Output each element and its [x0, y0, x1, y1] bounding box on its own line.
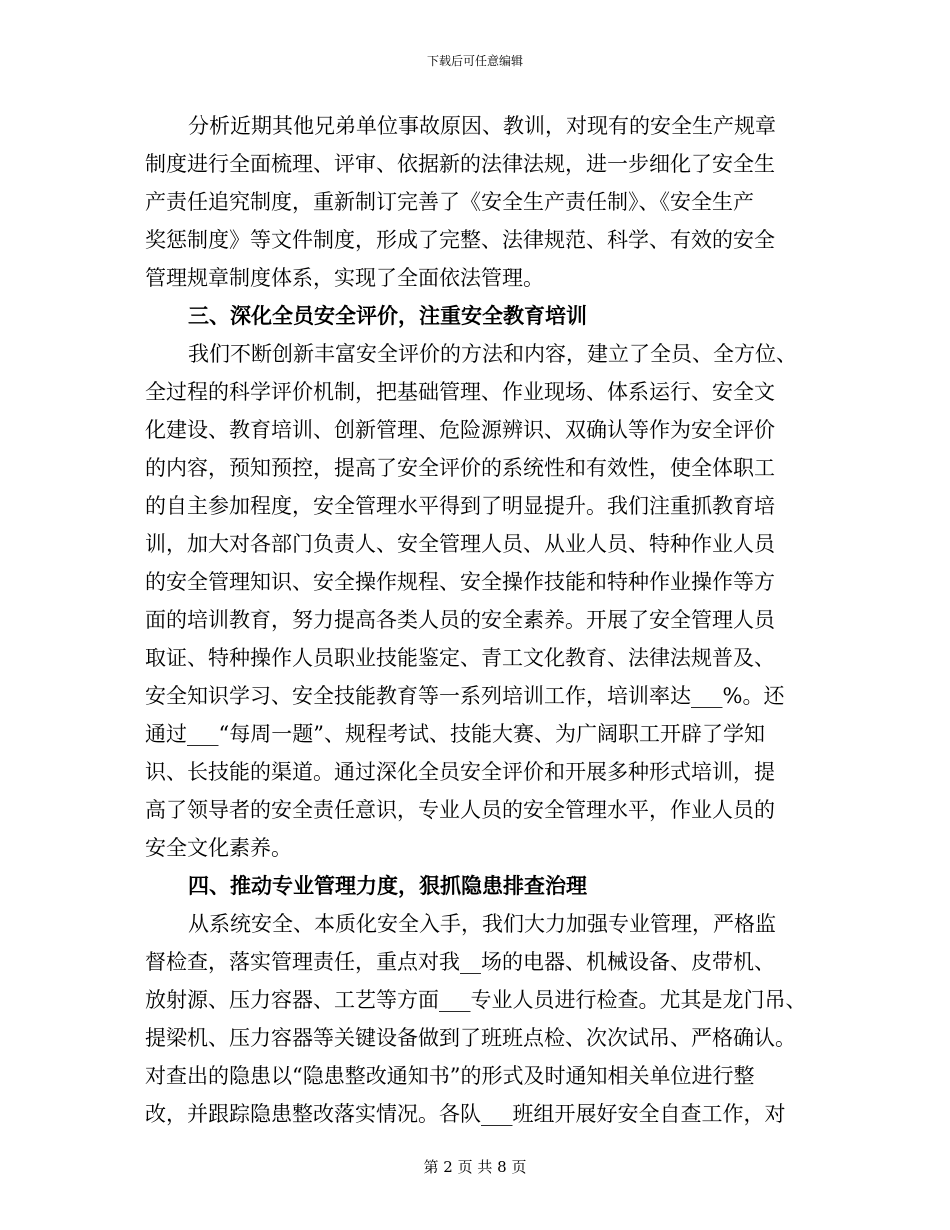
text-line: 的内容，预知预控，提高了安全评价的系统性和有效性，使全体职工: [145, 456, 775, 480]
text-line: 制度进行全面梳理、评审、依据新的法律法规，进一步细化了安全生: [145, 152, 775, 176]
text-line: 安全文化素养。: [145, 836, 292, 860]
text-line: 奖惩制度》等文件制度，形成了完整、法律规范、科学、有效的安全: [145, 228, 775, 252]
text-line: 管理规章制度体系，实现了全面依法管理。: [145, 266, 544, 290]
text-line: 的安全管理知识、安全操作规程、安全操作技能和特种作业操作等方: [145, 570, 775, 594]
text-line: 训，加大对各部门负责人、安全管理人员、从业人员、特种作业人员: [145, 532, 775, 556]
text-line: 化建设、教育培训、创新管理、危险源辨识、双确认等作为安全评价: [145, 418, 775, 442]
section-heading: 三、深化全员安全评价，注重安全教育培训: [188, 304, 587, 328]
page-footer: 第 2 页 共 8 页: [423, 1158, 527, 1176]
text-line: 面的培训教育，努力提高各类人员的安全素养。开展了安全管理人员: [145, 608, 775, 632]
text-line: 从系统安全、本质化安全入手，我们大力加强专业管理，严格监: [188, 912, 776, 936]
text-line: 取证、特种操作人员职业技能鉴定、青工文化教育、法律法规普及、: [145, 646, 775, 670]
text-line: 我们不断创新丰富安全评价的方法和内容，建立了全员、全方位、: [188, 342, 797, 366]
text-line: 通过___“每周一题”、规程考试、技能大赛、为广阔职工开辟了学知: [145, 722, 765, 746]
text-line: 安全知识学习、安全技能教育等一系列培训工作，培训率达___%。还: [145, 684, 785, 708]
text-line: 全过程的科学评价机制，把基础管理、作业现场、体系运行、安全文: [145, 380, 775, 404]
section-heading: 四、推动专业管理力度，狠抓隐患排查治理: [188, 874, 587, 898]
text-line: 高了领导者的安全责任意识，专业人员的安全管理水平，作业人员的: [145, 798, 775, 822]
page-header: 下载后可任意编辑: [426, 54, 523, 68]
text-line: 分析近期其他兄弟单位事故原因、教训，对现有的安全生产规章: [188, 114, 776, 138]
text-line: 放射源、压力容器、工艺等方面___专业人员进行检查。尤其是龙门吊、: [145, 988, 807, 1012]
text-line: 督检查，落实管理责任，重点对我__场的电器、机械设备、皮带机、: [145, 950, 775, 974]
text-line: 改，并跟踪隐患整改落实情况。各队___班组开展好安全自查工作，对: [145, 1102, 786, 1126]
text-line: 提梁机、压力容器等关键设备做到了班班点检、次次试吊、严格确认。: [145, 1026, 796, 1050]
text-line: 产责任追究制度，重新制订完善了《安全生产责任制》、《安全生产: [145, 190, 754, 214]
text-line: 对查出的隐患以“隐患整改通知书”的形式及时通知相关单位进行整: [145, 1064, 755, 1088]
text-line: 识、长技能的渠道。通过深化全员安全评价和开展多种形式培训，提: [145, 760, 775, 784]
text-line: 的自主参加程度，安全管理水平得到了明显提升。我们注重抓教育培: [145, 494, 775, 518]
